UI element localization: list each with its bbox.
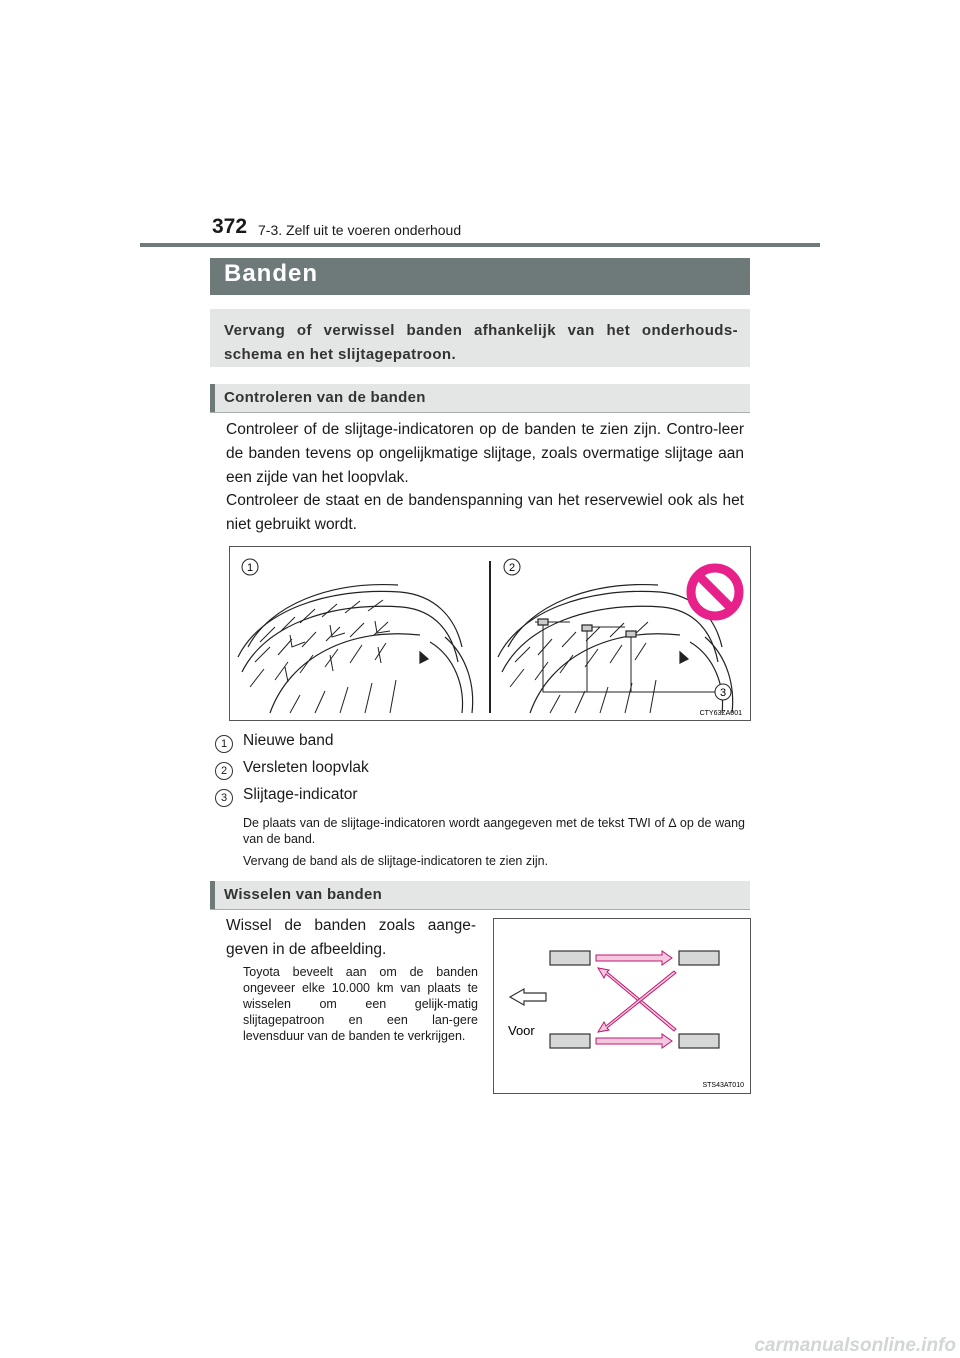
legend-num-3: 3 bbox=[215, 789, 233, 807]
legend-item-2 bbox=[215, 759, 369, 780]
intro-box bbox=[210, 309, 750, 367]
rotate-section-heading-text: Wisselen van banden bbox=[224, 886, 383, 903]
header-rule bbox=[140, 243, 820, 247]
page-title-bar bbox=[210, 258, 750, 295]
wear-indicator-note-1: De plaats van de slijtage-indicatoren wordt aangegeven met de tekst TWI of ∆ op de wang van de band. bbox=[243, 816, 745, 846]
rotate-paragraph: Wissel de banden zoals aange-geven in de afbeelding. bbox=[226, 917, 476, 958]
tire-rear-right bbox=[679, 1034, 719, 1048]
prohibition-icon bbox=[691, 568, 739, 616]
rotate-note: Toyota beveelt aan om de banden ongeveer elke 10.000 km van plaats te wisselen om een gelijk-matig slijtagepatroon en een lan-gere levensduur van de banden te verkrijgen. bbox=[243, 965, 478, 1043]
rotate-section-heading bbox=[210, 881, 750, 910]
callout-3: 3 bbox=[719, 687, 727, 699]
check-paragraph-1: Controleer of de slijtage-indicatoren op de banden te zien zijn. Contro-leer de banden tevens op ongelijkmatige slijtage, zoals overmatige slijtage aan een zijde van het loopvlak. bbox=[226, 421, 744, 486]
legend-num-1: 1 bbox=[215, 735, 233, 753]
legend-item-3 bbox=[215, 786, 358, 807]
tire-wear-illustration bbox=[230, 547, 750, 720]
front-direction-arrow bbox=[510, 989, 546, 1005]
front-label: Voor bbox=[508, 1023, 535, 1038]
legend-label-1: Nieuwe band bbox=[243, 732, 334, 749]
section-reference: 7-3. Zelf uit te voeren onderhoud bbox=[258, 222, 462, 238]
legend-label-2: Versleten loopvlak bbox=[243, 759, 369, 776]
tire-front-right bbox=[679, 951, 719, 965]
tire-rotation-diagram bbox=[494, 919, 750, 1093]
legend-label-3: Slijtage-indicator bbox=[243, 786, 358, 803]
tire-rear-left bbox=[550, 1034, 590, 1048]
wear-indicator-note-2: Vervang de band als de slijtage-indicatoren te zien zijn. bbox=[243, 854, 549, 868]
watermark: carmanualsonline.info bbox=[754, 1335, 956, 1356]
page-title: Banden bbox=[224, 260, 319, 287]
page-number: 372 bbox=[212, 215, 248, 238]
callout-1: 1 bbox=[246, 562, 254, 574]
check-section-heading-text: Controleren van de banden bbox=[224, 389, 426, 406]
tire-figure-code: CTY63ZA001 bbox=[699, 710, 742, 717]
callout-2: 2 bbox=[508, 562, 516, 574]
legend-item-1 bbox=[215, 732, 334, 753]
legend-num-2: 2 bbox=[215, 762, 233, 780]
rotation-figure-code: STS43AT010 bbox=[702, 1082, 744, 1089]
new-tire-drawing bbox=[238, 585, 473, 713]
check-paragraph-2: Controleer de staat en de bandenspanning van het reservewiel ook als het niet gebruikt wordt. bbox=[226, 492, 744, 533]
intro-text: Vervang of verwissel banden afhankelijk van het onderhouds-schema en het slijtagepatroon. bbox=[224, 322, 738, 363]
tire-front-left bbox=[550, 951, 590, 965]
check-section-heading bbox=[210, 384, 750, 413]
tire-rotation-figure bbox=[493, 918, 751, 1094]
tire-wear-figure bbox=[229, 546, 751, 721]
